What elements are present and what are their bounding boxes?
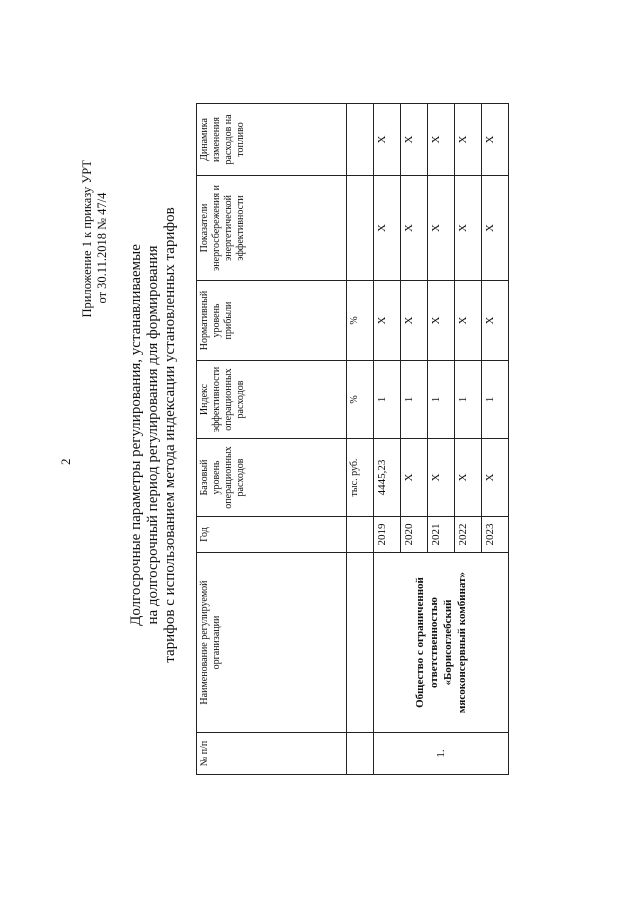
profit-cell: X (482, 281, 509, 361)
appendix-line-1: Приложение 1 к приказу УРТ (80, 160, 94, 318)
table-row (374, 104, 401, 775)
base-cell: 4445,23 (374, 439, 401, 517)
unit-profit: % (347, 281, 374, 361)
units-empty-year (347, 517, 374, 553)
fuel-cell: X (455, 104, 482, 176)
base-cell: X (401, 439, 428, 517)
header-index: Индекс эффективности операционных расходов (197, 361, 347, 439)
base-cell: X (455, 439, 482, 517)
title-line-1: Долгосрочные параметры регулирования, устанавливаемые (128, 244, 144, 626)
units-empty-org (347, 553, 374, 733)
header-num: № п/п (197, 733, 347, 775)
base-cell: X (428, 439, 455, 517)
profit-cell: X (428, 281, 455, 361)
title-line-2: на долгосрочный период регулирования для формирования (145, 245, 161, 625)
appendix-line-2: от 30.11.2018 № 47/4 (95, 192, 109, 304)
header-fuel: Динамика изменения расходов на топливо (197, 104, 347, 176)
page-number: 2 (58, 458, 73, 465)
parameters-table (196, 103, 509, 775)
profit-cell: X (401, 281, 428, 361)
unit-base: тыс. руб. (347, 439, 374, 517)
energy-cell: X (374, 176, 401, 281)
appendix-note (80, 160, 110, 318)
index-cell: 1 (428, 361, 455, 439)
year-cell: 2021 (428, 517, 455, 553)
units-empty-num (347, 733, 374, 775)
fuel-cell: X (428, 104, 455, 176)
header-org: Наименование регулируемой организации (197, 553, 347, 733)
organization-name: Общество с ограниченной ответственностью «Борисоглебский мясоконсервный комбинат» (374, 553, 509, 733)
profit-cell: X (455, 281, 482, 361)
title-line-3: тарифов с использованием метода индексации установленных тарифов (162, 207, 178, 663)
index-cell: 1 (401, 361, 428, 439)
row-number: 1. (374, 733, 509, 775)
units-empty-energy (347, 176, 374, 281)
fuel-cell: X (401, 104, 428, 176)
index-cell: 1 (482, 361, 509, 439)
year-cell: 2022 (455, 517, 482, 553)
energy-cell: X (455, 176, 482, 281)
energy-cell: X (428, 176, 455, 281)
energy-cell: X (482, 176, 509, 281)
base-cell: X (482, 439, 509, 517)
table-units-row (347, 104, 374, 775)
fuel-cell: X (482, 104, 509, 176)
document-title (128, 125, 179, 745)
header-year: Год (197, 517, 347, 553)
unit-index: % (347, 361, 374, 439)
fuel-cell: X (374, 104, 401, 176)
year-cell: 2020 (401, 517, 428, 553)
header-profit: Нормативный уровень прибыли (197, 281, 347, 361)
year-cell: 2019 (374, 517, 401, 553)
header-base: Базовый уровень операционных расходов (197, 439, 347, 517)
year-cell: 2023 (482, 517, 509, 553)
profit-cell: X (374, 281, 401, 361)
units-empty-fuel (347, 104, 374, 176)
energy-cell: X (401, 176, 428, 281)
header-energy: Показатели энергосбережения и энергетической эффективности (197, 176, 347, 281)
index-cell: 1 (455, 361, 482, 439)
table-header-row (197, 104, 347, 775)
index-cell: 1 (374, 361, 401, 439)
